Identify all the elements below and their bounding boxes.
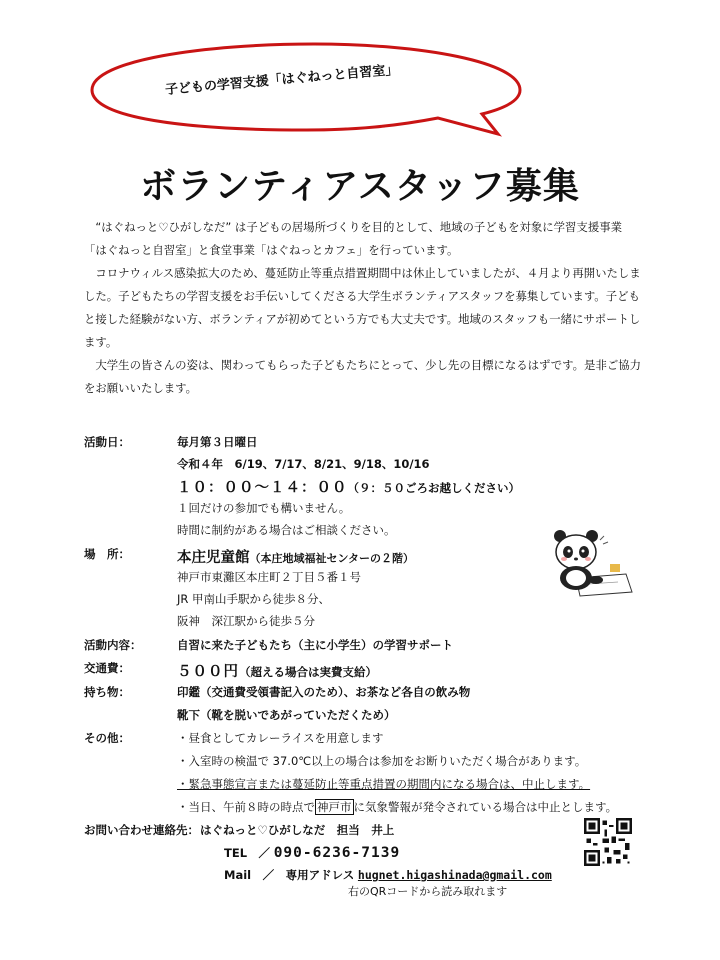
intro-paragraph: コロナウィルス感染拡大のため、蔓延防止等重点措置期間中は休止していましたが、４月より再開いたしました。子どもたちの学習支援をお手伝いしてくださる大学生ボランティアスタッフを募集しています。子どもと接した経験がない方、ボランティアが初めてという方でも大丈夫です。地域のスタッフも一緒にサポートします。 [84, 266, 641, 349]
venue-address: 神戸市東灘区本庄町２丁目５番１号 [177, 570, 361, 584]
schedule-time: １０：００〜１４：００ [177, 480, 348, 496]
schedule-label: 活動日： [84, 435, 130, 449]
venue-access: JR 甲南山手駅から徒歩８分、 [177, 592, 331, 606]
transport-amount: ５００円 [177, 664, 239, 680]
schedule-time-note: （９：５０ごろお越しください） [347, 481, 520, 495]
intro-paragraph: “はぐねっと♡ひがしなだ” は子どもの居場所づくりを目的として、地域の子どもを対象に学習支援事業「はぐねっと自習室」と食堂事業「はぐねっとカフェ」を行っています。 [84, 220, 622, 257]
other-line: ・入室時の検温で 37.0℃以上の場合は参加をお断りいただく場合があります。 [177, 754, 587, 768]
venue-access: 阪神 深江駅から徒歩５分 [177, 614, 315, 628]
tel-label: TEL ／ [224, 846, 271, 860]
mail-label: Mail ／ 専用アドレス [224, 868, 355, 882]
transport-label: 交通費： [84, 661, 130, 675]
activity-label: 活動内容： [84, 638, 142, 652]
other-line: ・緊急事態宣言または蔓延防止等重点措置の期間内になる場合は、中止します。 [177, 777, 591, 791]
other-line: ・昼食としてカレーライスを用意します [177, 731, 384, 745]
qr-code-icon[interactable] [584, 818, 632, 866]
venue-label: 場 所： [84, 547, 130, 561]
panda-illustration-icon [548, 528, 634, 598]
items-line: 靴下（靴を脱いであがっていただくため） [177, 708, 396, 722]
bubble-caption: 子どもの学習支援「はぐねっと自習室」 [164, 62, 399, 98]
schedule-frequency: 毎月第３日曜日 [177, 435, 258, 449]
items-line: 印鑑（交通費受領書記入のため）、お茶など各自の飲み物 [177, 685, 471, 699]
contact-row [84, 822, 395, 838]
speech-bubble [86, 38, 526, 138]
items-label: 持ち物： [84, 685, 130, 699]
schedule-row [84, 434, 258, 450]
page-title: ボランティアスタッフ募集 [140, 166, 580, 207]
intro-text [84, 216, 644, 400]
activity-value: 自習に来た子どもたち（主に小学生）の学習サポート [177, 638, 453, 652]
transport-row [84, 660, 377, 680]
boxed-city: 神戸市 [317, 800, 352, 814]
items-row [84, 684, 471, 700]
contact-label: お問い合わせ連絡先： [84, 823, 199, 837]
schedule-dates: 令和４年 6/19、7/17、8/21、9/18、10/16 [177, 457, 430, 471]
other-line: ・当日、午前８時の時点で [177, 800, 315, 814]
venue-subtitle: （本庄地域福祉センターの２階） [249, 552, 415, 565]
mail-address[interactable]: hugnet.higashinada@gmail.com [357, 868, 552, 882]
other-label: その他： [84, 731, 130, 745]
venue-row [84, 546, 415, 566]
qr-note: 右のQRコードから読み取れます [348, 885, 508, 898]
venue-name: 本庄児童館 [177, 550, 250, 566]
schedule-note: 時間に制約がある場合はご相談ください。 [177, 523, 396, 537]
contact-org: はぐねっと♡ひがしなだ 担当 井上 [200, 823, 395, 837]
other-row [84, 730, 384, 746]
intro-paragraph: 大学生の皆さんの姿は、関わってもらった子どもたちにとって、少し先の目標になるはずです。是非ご協力をお願いいたします。 [84, 358, 642, 395]
activity-row [84, 637, 453, 653]
other-line: に気象警報が発令されている場合は中止とします。 [353, 800, 618, 814]
schedule-note: １回だけの参加でも構いません。 [177, 501, 351, 515]
tel-number: 090-6236-7139 [273, 845, 401, 861]
transport-note: （超える場合は実費支給） [239, 665, 377, 679]
